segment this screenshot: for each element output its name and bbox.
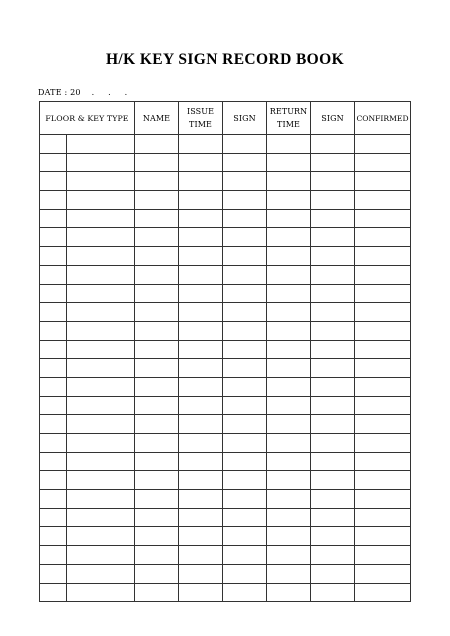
table-cell bbox=[135, 228, 179, 247]
table-cell bbox=[223, 340, 267, 359]
table-cell bbox=[311, 377, 355, 396]
table-cell bbox=[135, 583, 179, 602]
table-cell bbox=[40, 471, 67, 490]
table-cell bbox=[40, 564, 67, 583]
table-cell bbox=[135, 247, 179, 266]
table-cell bbox=[267, 153, 311, 172]
table-cell bbox=[67, 228, 135, 247]
table-cell bbox=[267, 546, 311, 565]
table-cell bbox=[223, 527, 267, 546]
table-cell bbox=[311, 527, 355, 546]
table-cell bbox=[267, 172, 311, 191]
table-cell bbox=[311, 303, 355, 322]
table-row bbox=[40, 546, 411, 565]
table-cell bbox=[355, 564, 411, 583]
table-cell bbox=[223, 228, 267, 247]
table-cell bbox=[311, 135, 355, 154]
table-cell bbox=[223, 135, 267, 154]
table-cell bbox=[355, 471, 411, 490]
table-cell bbox=[67, 396, 135, 415]
table-cell bbox=[267, 284, 311, 303]
table-cell bbox=[67, 564, 135, 583]
table-cell bbox=[40, 527, 67, 546]
header-name: NAME bbox=[135, 102, 179, 135]
table-cell bbox=[355, 546, 411, 565]
table-cell bbox=[179, 172, 223, 191]
table-cell bbox=[223, 265, 267, 284]
table-cell bbox=[179, 321, 223, 340]
table-cell bbox=[67, 209, 135, 228]
table-cell bbox=[267, 434, 311, 453]
table-cell bbox=[223, 434, 267, 453]
table-cell bbox=[311, 191, 355, 210]
table-cell bbox=[311, 359, 355, 378]
table-cell bbox=[223, 396, 267, 415]
table-cell bbox=[135, 452, 179, 471]
table-cell bbox=[355, 396, 411, 415]
table-cell bbox=[311, 284, 355, 303]
table-cell bbox=[135, 546, 179, 565]
table-cell bbox=[355, 415, 411, 434]
table-row bbox=[40, 209, 411, 228]
table-cell bbox=[355, 340, 411, 359]
table-cell bbox=[223, 471, 267, 490]
table-cell bbox=[311, 471, 355, 490]
table-cell bbox=[179, 228, 223, 247]
page-title: H/K KEY SIGN RECORD BOOK bbox=[105, 51, 345, 68]
table-cell bbox=[179, 564, 223, 583]
table-row bbox=[40, 527, 411, 546]
table-cell bbox=[67, 265, 135, 284]
key-sign-record-table bbox=[39, 101, 411, 602]
table-row bbox=[40, 564, 411, 583]
table-cell bbox=[223, 508, 267, 527]
table-cell bbox=[267, 508, 311, 527]
table-cell bbox=[267, 452, 311, 471]
table-cell bbox=[40, 247, 67, 266]
table-cell bbox=[67, 471, 135, 490]
table-cell bbox=[67, 490, 135, 509]
table-cell bbox=[67, 172, 135, 191]
table-cell bbox=[67, 415, 135, 434]
table-row bbox=[40, 471, 411, 490]
table-row bbox=[40, 583, 411, 602]
table-cell bbox=[135, 396, 179, 415]
table-cell bbox=[267, 490, 311, 509]
table-cell bbox=[223, 452, 267, 471]
table-cell bbox=[311, 546, 355, 565]
table-cell bbox=[355, 321, 411, 340]
table-cell bbox=[179, 359, 223, 378]
table-cell bbox=[355, 135, 411, 154]
table-cell bbox=[67, 377, 135, 396]
table-cell bbox=[355, 247, 411, 266]
table-cell bbox=[311, 228, 355, 247]
table-cell bbox=[267, 321, 311, 340]
table-cell bbox=[267, 359, 311, 378]
header-confirmed: CONFIRMED bbox=[355, 102, 411, 135]
table-cell bbox=[40, 415, 67, 434]
table-cell bbox=[355, 490, 411, 509]
table-cell bbox=[267, 471, 311, 490]
table-cell bbox=[223, 303, 267, 322]
table-cell bbox=[311, 396, 355, 415]
table-cell bbox=[135, 321, 179, 340]
table-cell bbox=[355, 172, 411, 191]
table-cell bbox=[223, 153, 267, 172]
header-sign: SIGN bbox=[223, 102, 267, 135]
table-header-row bbox=[40, 102, 411, 135]
table-cell bbox=[40, 303, 67, 322]
table-cell bbox=[40, 135, 67, 154]
table-cell bbox=[179, 284, 223, 303]
table-cell bbox=[311, 247, 355, 266]
table-cell bbox=[311, 490, 355, 509]
table-cell bbox=[223, 247, 267, 266]
table-cell bbox=[355, 209, 411, 228]
table-cell bbox=[40, 265, 67, 284]
table-cell bbox=[311, 265, 355, 284]
table-row bbox=[40, 508, 411, 527]
table-cell bbox=[179, 265, 223, 284]
table-row bbox=[40, 303, 411, 322]
table-row bbox=[40, 359, 411, 378]
table-cell bbox=[179, 527, 223, 546]
table-cell bbox=[67, 583, 135, 602]
table-cell bbox=[40, 209, 67, 228]
table-cell bbox=[179, 508, 223, 527]
table-cell bbox=[355, 583, 411, 602]
table-cell bbox=[40, 228, 67, 247]
table-cell bbox=[223, 172, 267, 191]
table-cell bbox=[311, 172, 355, 191]
table-body bbox=[40, 135, 411, 602]
table-cell bbox=[267, 303, 311, 322]
table-cell bbox=[223, 583, 267, 602]
table-cell bbox=[67, 153, 135, 172]
table-cell bbox=[179, 546, 223, 565]
table-cell bbox=[355, 527, 411, 546]
table-cell bbox=[135, 415, 179, 434]
table-cell bbox=[135, 172, 179, 191]
table-cell bbox=[267, 396, 311, 415]
table-cell bbox=[355, 359, 411, 378]
table-cell bbox=[40, 434, 67, 453]
table-cell bbox=[40, 490, 67, 509]
table-cell bbox=[311, 209, 355, 228]
table-cell bbox=[311, 583, 355, 602]
table-row bbox=[40, 228, 411, 247]
table-cell bbox=[40, 284, 67, 303]
table-cell bbox=[355, 153, 411, 172]
table-cell bbox=[67, 359, 135, 378]
table-cell bbox=[311, 564, 355, 583]
table-cell bbox=[223, 209, 267, 228]
table-row bbox=[40, 434, 411, 453]
table-cell bbox=[40, 321, 67, 340]
table-cell bbox=[67, 508, 135, 527]
table-cell bbox=[67, 303, 135, 322]
table-cell bbox=[179, 471, 223, 490]
header-sign: SIGN bbox=[311, 102, 355, 135]
header-return-time: RETURN TIME bbox=[267, 102, 311, 135]
table-cell bbox=[355, 303, 411, 322]
table-row bbox=[40, 490, 411, 509]
table-cell bbox=[355, 452, 411, 471]
table-cell bbox=[267, 135, 311, 154]
table-cell bbox=[355, 508, 411, 527]
table-row bbox=[40, 377, 411, 396]
table-row bbox=[40, 247, 411, 266]
table-cell bbox=[311, 153, 355, 172]
table-cell bbox=[135, 153, 179, 172]
table-cell bbox=[223, 191, 267, 210]
table-cell bbox=[135, 303, 179, 322]
table-cell bbox=[311, 508, 355, 527]
table-row bbox=[40, 321, 411, 340]
table-cell bbox=[311, 340, 355, 359]
table-row bbox=[40, 172, 411, 191]
table-row bbox=[40, 396, 411, 415]
table-cell bbox=[267, 415, 311, 434]
table-cell bbox=[40, 377, 67, 396]
table-cell bbox=[67, 284, 135, 303]
table-row bbox=[40, 284, 411, 303]
table-cell bbox=[179, 434, 223, 453]
table-cell bbox=[67, 135, 135, 154]
table-cell bbox=[311, 434, 355, 453]
table-cell bbox=[135, 377, 179, 396]
table-cell bbox=[40, 359, 67, 378]
table-cell bbox=[355, 265, 411, 284]
table-cell bbox=[267, 377, 311, 396]
table-cell bbox=[179, 415, 223, 434]
table-cell bbox=[355, 377, 411, 396]
table-cell bbox=[179, 135, 223, 154]
table-cell bbox=[223, 321, 267, 340]
table-row bbox=[40, 340, 411, 359]
table-cell bbox=[355, 228, 411, 247]
table-cell bbox=[267, 191, 311, 210]
table-cell bbox=[179, 452, 223, 471]
table-cell bbox=[267, 265, 311, 284]
table-cell bbox=[355, 284, 411, 303]
table-cell bbox=[179, 490, 223, 509]
table-cell bbox=[179, 247, 223, 266]
table-cell bbox=[311, 321, 355, 340]
table-row bbox=[40, 415, 411, 434]
table-cell bbox=[179, 396, 223, 415]
table-cell bbox=[67, 434, 135, 453]
table-cell bbox=[135, 564, 179, 583]
table-cell bbox=[135, 359, 179, 378]
table-cell bbox=[40, 546, 67, 565]
table-cell bbox=[40, 583, 67, 602]
table-cell bbox=[67, 527, 135, 546]
table-row bbox=[40, 265, 411, 284]
table-cell bbox=[179, 191, 223, 210]
table-row bbox=[40, 191, 411, 210]
table-cell bbox=[179, 340, 223, 359]
table-cell bbox=[67, 546, 135, 565]
table-cell bbox=[311, 452, 355, 471]
table-cell bbox=[223, 564, 267, 583]
table-row bbox=[40, 452, 411, 471]
table-row bbox=[40, 135, 411, 154]
table-cell bbox=[223, 415, 267, 434]
table-cell bbox=[67, 340, 135, 359]
table-cell bbox=[223, 490, 267, 509]
table-cell bbox=[267, 247, 311, 266]
header-issue-time: ISSUE TIME bbox=[179, 102, 223, 135]
table-cell bbox=[67, 191, 135, 210]
table-cell bbox=[267, 340, 311, 359]
table-cell bbox=[311, 415, 355, 434]
table-cell bbox=[40, 172, 67, 191]
table-cell bbox=[135, 471, 179, 490]
table-cell bbox=[223, 359, 267, 378]
table-cell bbox=[267, 527, 311, 546]
table-cell bbox=[267, 209, 311, 228]
table-cell bbox=[40, 153, 67, 172]
table-cell bbox=[135, 527, 179, 546]
table-cell bbox=[135, 434, 179, 453]
table-cell bbox=[135, 490, 179, 509]
table-cell bbox=[223, 284, 267, 303]
table-cell bbox=[67, 321, 135, 340]
table-cell bbox=[135, 508, 179, 527]
table-cell bbox=[40, 508, 67, 527]
table-cell bbox=[40, 191, 67, 210]
table-cell bbox=[179, 153, 223, 172]
date-field: DATE : 20 . . . bbox=[38, 88, 128, 97]
table-cell bbox=[135, 340, 179, 359]
table-cell bbox=[179, 303, 223, 322]
table-cell bbox=[135, 191, 179, 210]
table-cell bbox=[179, 377, 223, 396]
table-cell bbox=[40, 340, 67, 359]
table-cell bbox=[355, 191, 411, 210]
table-cell bbox=[40, 452, 67, 471]
table-cell bbox=[135, 265, 179, 284]
table-cell bbox=[267, 583, 311, 602]
table-row bbox=[40, 153, 411, 172]
table-cell bbox=[179, 209, 223, 228]
table-cell bbox=[135, 135, 179, 154]
table-cell bbox=[267, 228, 311, 247]
table-cell bbox=[135, 284, 179, 303]
header-floor-key-type: FLOOR & KEY TYPE bbox=[40, 102, 135, 135]
table-cell bbox=[67, 247, 135, 266]
table-cell bbox=[67, 452, 135, 471]
table-cell bbox=[135, 209, 179, 228]
table-cell bbox=[223, 546, 267, 565]
table-cell bbox=[355, 434, 411, 453]
table-cell bbox=[179, 583, 223, 602]
table-cell bbox=[40, 396, 67, 415]
table-cell bbox=[223, 377, 267, 396]
table-cell bbox=[267, 564, 311, 583]
